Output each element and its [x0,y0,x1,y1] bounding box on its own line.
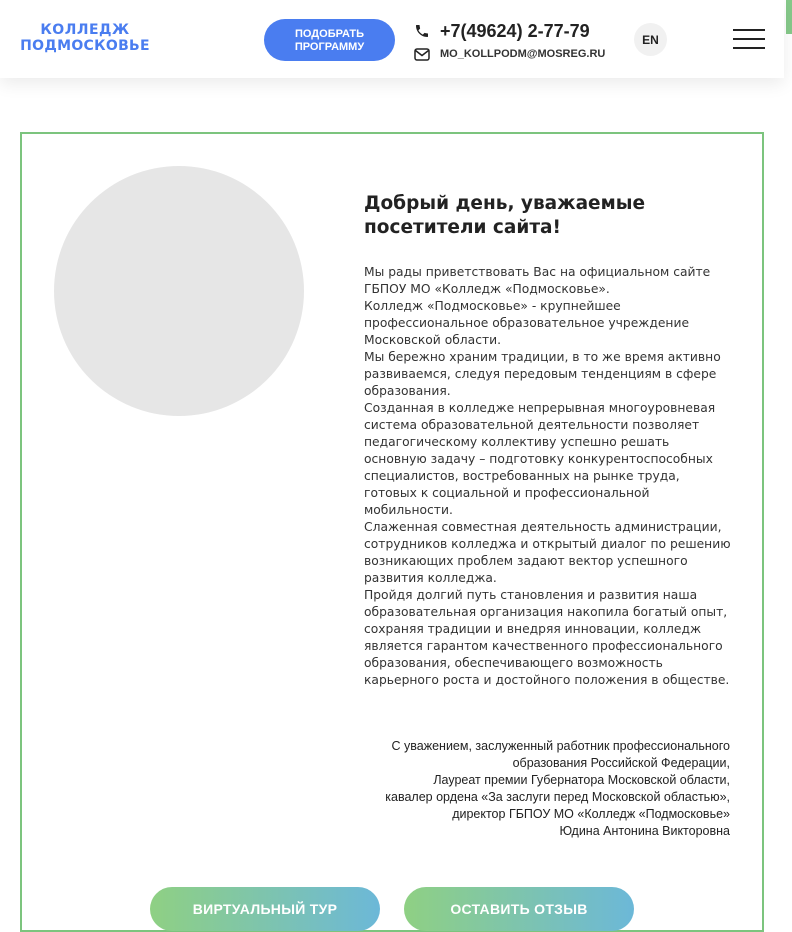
pick-program-button[interactable] [264,19,395,61]
signature-block [364,738,730,840]
greeting-paragraph: Слаженная совместная деятельность администрации, сотрудников колледжа и открытый диалог по решению возникающих проблем задают вектор успешного развития колледжа. [364,520,731,585]
logo-line-1: КОЛЛЕДЖ [40,22,130,38]
logo-line-2: ПОДМОСКОВЬЕ [20,38,150,54]
leave-review-button[interactable]: ОСТАВИТЬ ОТЗЫВ [404,887,634,931]
greeting-paragraph: Колледж «Подмосковье» - крупнейшее профессиональное образовательное учреждение Московской области. [364,299,690,347]
greeting-paragraph: Мы бережно храним традиции, в то же время активно развиваемся, следуя передовым тенденциям в сфере образования. [364,350,721,398]
email-address[interactable]: MO_KOLLPODM@MOSREG.RU [440,48,606,60]
signature-line: Юдина Антонина Викторовна [559,824,730,838]
college-logo[interactable] [20,22,150,54]
pick-program-label-2: ПРОГРАММУ [294,40,365,53]
site-header [0,0,784,78]
signature-line: кавалер ордена «За заслуги перед Московской областью», [385,790,730,804]
scroll-indicator [786,0,792,34]
language-switch[interactable]: EN [634,23,667,56]
greeting-title: Добрый день, уважаемые посетители сайта! [364,193,646,238]
greeting-paragraph: Мы рады приветствовать Вас на официальном сайте ГБПОУ МО «Колледж «Подмосковье». [364,265,711,296]
phone-row[interactable] [414,20,605,42]
greeting-text [364,264,732,689]
contacts-block [414,20,605,62]
greeting-paragraph: Пройдя долгий путь становления и развития наша образовательная организация накопила богатый опыт, сохраняя традиции и внедряя инновации, колледж является гарантом качественного профессионального образования, обеспечивающего возможность карьерного роста и достойного положения в обществе. [364,588,730,687]
greeting-paragraph: Созданная в колледже непрерывная многоуровневая система образовательной деятельности позволяет педагогическому коллективу успешно решать основную задачу – подготовку конкурентоспособных специалистов, востребованных на рынке труда, готовых к социальной и профессиональной мобильности. [364,401,716,517]
signature-line: С уважением, заслуженный работник профессионального образования Российской Федерации, [391,739,730,770]
phone-icon [414,23,432,39]
phone-number[interactable]: +7(49624) 2-77-79 [440,20,590,41]
pick-program-label-1: ПОДОБРАТЬ [294,27,364,40]
mail-icon [414,48,432,61]
signature-line: директор ГБПОУ МО «Колледж «Подмосковье» [452,807,730,821]
director-greeting-card [20,132,764,932]
email-row[interactable] [414,46,605,62]
director-photo-placeholder [54,166,304,416]
virtual-tour-button[interactable]: ВИРТУАЛЬНЫЙ ТУР [150,887,380,931]
signature-line: Лауреат премии Губернатора Московской области, [433,773,730,787]
hamburger-menu-icon[interactable] [733,29,765,49]
